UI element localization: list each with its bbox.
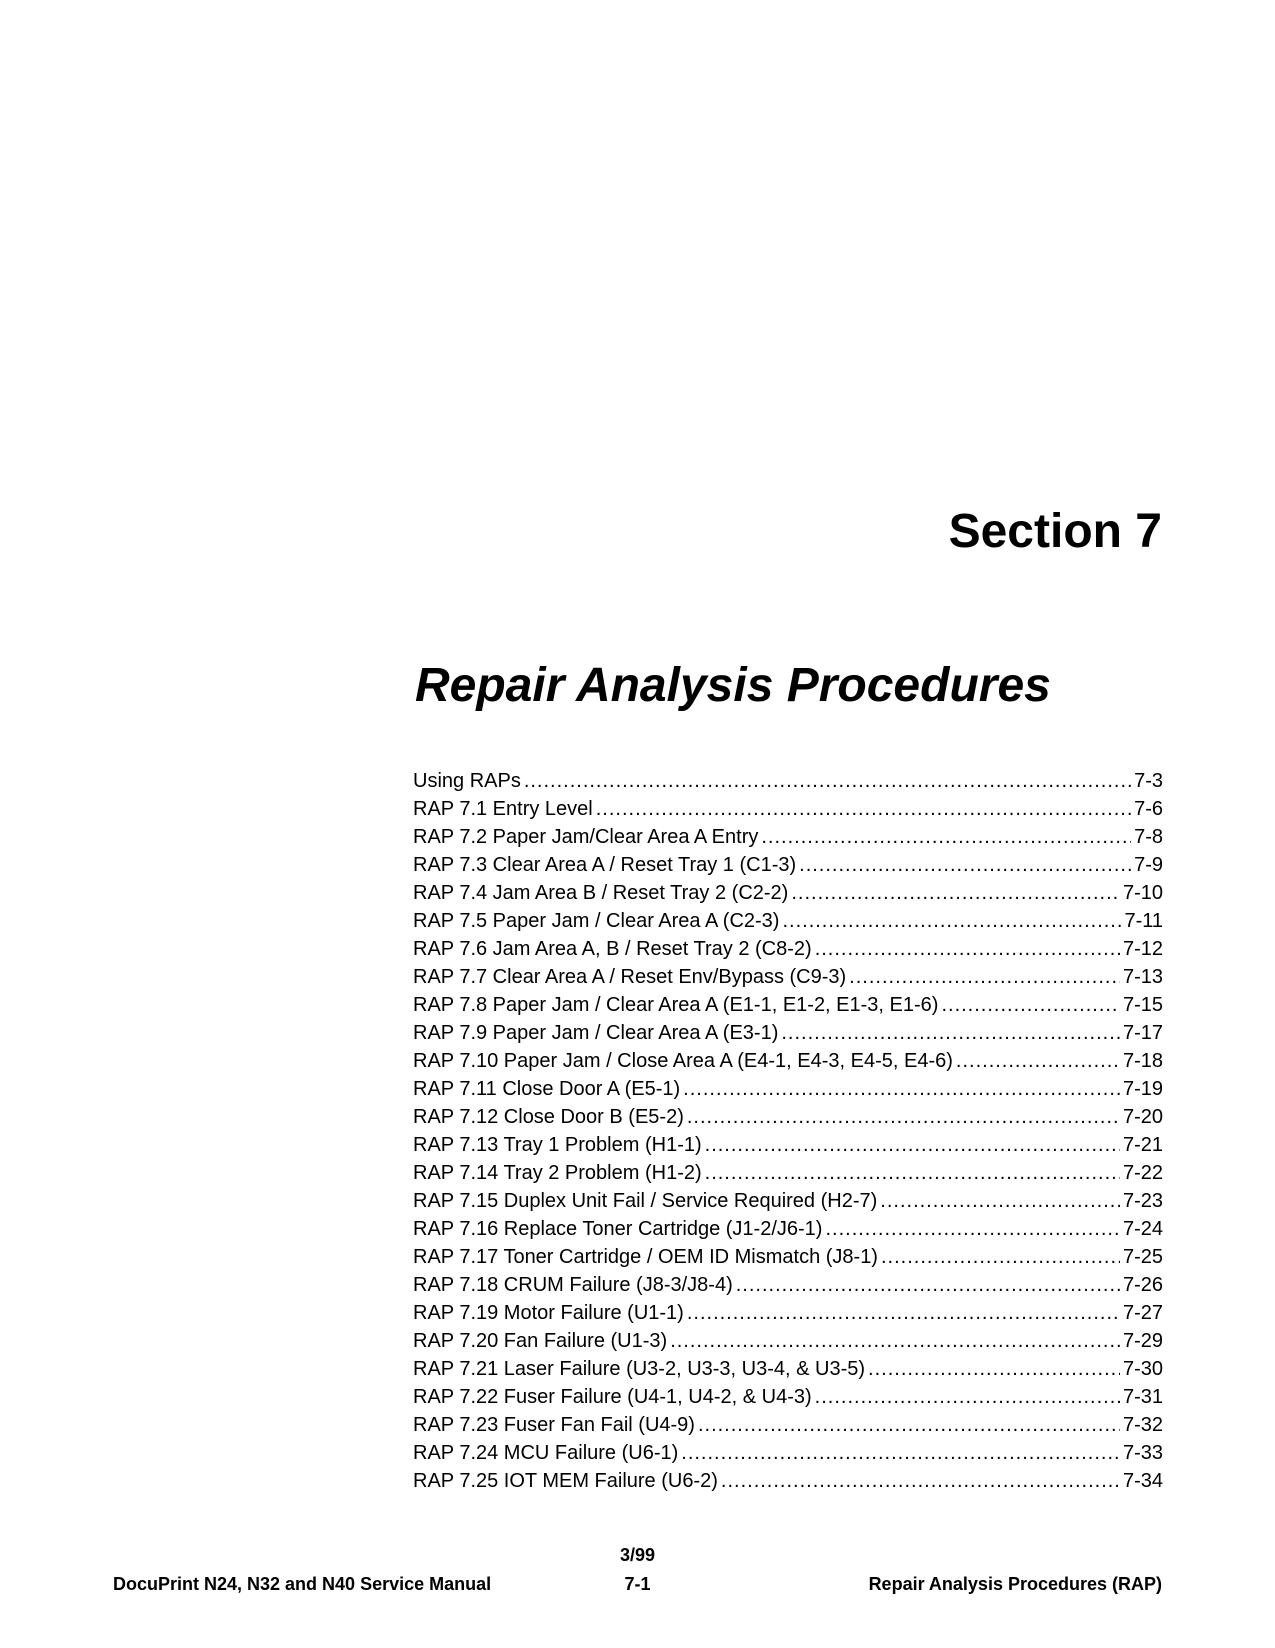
toc-entry-page: 7-27 xyxy=(1122,1302,1163,1324)
toc-dot-leader xyxy=(687,1299,1120,1327)
toc-entry-title: RAP 7.7 Clear Area A / Reset Env/Bypass (C9-3) xyxy=(413,966,847,988)
toc-dot-leader xyxy=(781,1019,1120,1047)
toc-entry[interactable] xyxy=(413,1411,1163,1439)
toc-dot-leader xyxy=(698,1411,1120,1439)
toc-entry-page: 7-26 xyxy=(1122,1274,1163,1296)
toc-dot-leader xyxy=(670,1327,1120,1355)
toc-dot-leader xyxy=(705,1131,1120,1159)
toc-dot-leader xyxy=(524,767,1131,795)
toc-entry-page: 7-21 xyxy=(1122,1134,1163,1156)
toc-dot-leader xyxy=(880,1187,1120,1215)
toc-entry-page: 7-12 xyxy=(1122,938,1163,960)
footer-date: 3/99 xyxy=(619,1545,656,1565)
toc-entry-title: RAP 7.11 Close Door A (E5-1) xyxy=(413,1078,681,1100)
toc-entry[interactable] xyxy=(413,767,1163,795)
toc-dot-leader xyxy=(705,1159,1120,1187)
toc-entry-title: RAP 7.8 Paper Jam / Clear Area A (E1-1, E1-2, E1-3, E1-6) xyxy=(413,994,939,1016)
toc-entry[interactable] xyxy=(413,907,1163,935)
toc-entry-page: 7-29 xyxy=(1122,1330,1163,1352)
toc-entry[interactable] xyxy=(413,1187,1163,1215)
toc-dot-leader xyxy=(683,1075,1120,1103)
toc-entry[interactable] xyxy=(413,823,1163,851)
toc-entry-title: RAP 7.5 Paper Jam / Clear Area A (C2-3) xyxy=(413,910,780,932)
toc-entry-title: RAP 7.9 Paper Jam / Clear Area A (E3-1) xyxy=(413,1022,779,1044)
toc-dot-leader xyxy=(941,991,1120,1019)
toc-entry-page: 7-13 xyxy=(1122,966,1163,988)
toc-entry[interactable] xyxy=(413,1019,1163,1047)
toc-entry-title: RAP 7.3 Clear Area A / Reset Tray 1 (C1-3) xyxy=(413,854,797,876)
toc-entry-title: RAP 7.22 Fuser Failure (U4-1, U4-2, & U4-3) xyxy=(413,1386,812,1408)
toc-entry[interactable] xyxy=(413,1103,1163,1131)
footer-manual-title: DocuPrint N24, N32 and N40 Service Manual xyxy=(113,1574,492,1594)
toc-entry-title: RAP 7.25 IOT MEM Failure (U6-2) xyxy=(413,1470,718,1492)
toc-entry[interactable] xyxy=(413,1075,1163,1103)
toc-entry[interactable] xyxy=(413,1131,1163,1159)
toc-entry[interactable] xyxy=(413,935,1163,963)
toc-entry-page: 7-18 xyxy=(1122,1050,1163,1072)
toc-entry[interactable] xyxy=(413,1299,1163,1327)
toc-entry-title: RAP 7.23 Fuser Fan Fail (U4-9) xyxy=(413,1414,695,1436)
footer-section-title: Repair Analysis Procedures (RAP) xyxy=(868,1574,1162,1594)
toc-entry[interactable] xyxy=(413,963,1163,991)
toc-entry[interactable] xyxy=(413,879,1163,907)
toc-entry[interactable] xyxy=(413,1159,1163,1187)
toc-entry-title: RAP 7.18 CRUM Failure (J8-3/J8-4) xyxy=(413,1274,733,1296)
toc-entry[interactable] xyxy=(413,1467,1163,1495)
toc-entry-title: RAP 7.24 MCU Failure (U6-1) xyxy=(413,1442,679,1464)
toc-entry[interactable] xyxy=(413,1439,1163,1467)
toc-entry[interactable] xyxy=(413,1383,1163,1411)
chapter-title: Repair Analysis Procedures xyxy=(415,659,1051,712)
toc-entry[interactable] xyxy=(413,851,1163,879)
toc-entry-page: 7-9 xyxy=(1134,854,1163,876)
toc-dot-leader xyxy=(825,1215,1120,1243)
toc-entry-page: 7-3 xyxy=(1134,770,1163,792)
toc-dot-leader xyxy=(849,963,1120,991)
toc-entry-title: RAP 7.12 Close Door B (E5-2) xyxy=(413,1106,684,1128)
toc-entry-page: 7-24 xyxy=(1122,1218,1163,1240)
section-number: Section 7 xyxy=(948,505,1162,558)
toc-entry-page: 7-17 xyxy=(1122,1022,1163,1044)
toc-dot-leader xyxy=(881,1243,1120,1271)
toc-dot-leader xyxy=(687,1103,1120,1131)
toc-entry[interactable] xyxy=(413,1271,1163,1299)
toc-entry-page: 7-10 xyxy=(1122,882,1163,904)
toc-dot-leader xyxy=(956,1047,1120,1075)
toc-dot-leader xyxy=(782,907,1121,935)
toc-entry-page: 7-25 xyxy=(1122,1246,1163,1268)
toc-entry[interactable] xyxy=(413,1215,1163,1243)
toc-dot-leader xyxy=(721,1467,1120,1495)
toc-entry-title: RAP 7.19 Motor Failure (U1-1) xyxy=(413,1302,684,1324)
toc-entry[interactable] xyxy=(413,1243,1163,1271)
toc-entry-title: RAP 7.6 Jam Area A, B / Reset Tray 2 (C8-2) xyxy=(413,938,812,960)
toc-entry-title: RAP 7.15 Duplex Unit Fail / Service Required (H2-7) xyxy=(413,1190,878,1212)
toc-entry[interactable] xyxy=(413,991,1163,1019)
toc-entry-page: 7-6 xyxy=(1134,798,1163,820)
toc-dot-leader xyxy=(681,1439,1120,1467)
toc-entry-title: RAP 7.14 Tray 2 Problem (H1-2) xyxy=(413,1162,702,1184)
toc-entry-title: RAP 7.21 Laser Failure (U3-2, U3-3, U3-4, & U3-5) xyxy=(413,1358,866,1380)
toc-entry-page: 7-23 xyxy=(1122,1190,1163,1212)
toc-dot-leader xyxy=(815,1383,1120,1411)
table-of-contents xyxy=(413,767,1163,1495)
toc-entry-title: Using RAPs xyxy=(413,770,521,792)
toc-dot-leader xyxy=(791,879,1120,907)
toc-entry-title: RAP 7.2 Paper Jam/Clear Area A Entry xyxy=(413,826,759,848)
toc-entry-title: RAP 7.13 Tray 1 Problem (H1-1) xyxy=(413,1134,702,1156)
toc-entry[interactable] xyxy=(413,1047,1163,1075)
toc-entry-page: 7-30 xyxy=(1122,1358,1163,1380)
toc-entry-page: 7-8 xyxy=(1134,826,1163,848)
toc-entry-page: 7-15 xyxy=(1122,994,1163,1016)
toc-entry-page: 7-31 xyxy=(1122,1386,1163,1408)
toc-dot-leader xyxy=(596,795,1131,823)
toc-entry-page: 7-34 xyxy=(1122,1470,1163,1492)
toc-entry[interactable] xyxy=(413,795,1163,823)
toc-entry-page: 7-19 xyxy=(1122,1078,1163,1100)
toc-entry-title: RAP 7.1 Entry Level xyxy=(413,798,593,820)
toc-entry-page: 7-22 xyxy=(1122,1162,1163,1184)
toc-entry-title: RAP 7.10 Paper Jam / Close Area A (E4-1, E4-3, E4-5, E4-6) xyxy=(413,1050,953,1072)
toc-entry-page: 7-11 xyxy=(1124,910,1163,932)
toc-entry[interactable] xyxy=(413,1355,1163,1383)
toc-entry-page: 7-20 xyxy=(1122,1106,1163,1128)
toc-entry-title: RAP 7.16 Replace Toner Cartridge (J1-2/J6-1) xyxy=(413,1218,823,1240)
footer-page-number: 7-1 xyxy=(624,1574,651,1594)
toc-entry-page: 7-32 xyxy=(1122,1414,1163,1436)
toc-entry-title: RAP 7.4 Jam Area B / Reset Tray 2 (C2-2) xyxy=(413,882,789,904)
toc-entry-page: 7-33 xyxy=(1122,1442,1163,1464)
toc-entry[interactable] xyxy=(413,1327,1163,1355)
toc-dot-leader xyxy=(868,1355,1120,1383)
toc-entry-title: RAP 7.17 Toner Cartridge / OEM ID Mismatch (J8-1) xyxy=(413,1246,878,1268)
toc-dot-leader xyxy=(761,823,1131,851)
toc-dot-leader xyxy=(736,1271,1120,1299)
toc-entry-title: RAP 7.20 Fan Failure (U1-3) xyxy=(413,1330,668,1352)
toc-dot-leader xyxy=(799,851,1131,879)
toc-dot-leader xyxy=(815,935,1120,963)
